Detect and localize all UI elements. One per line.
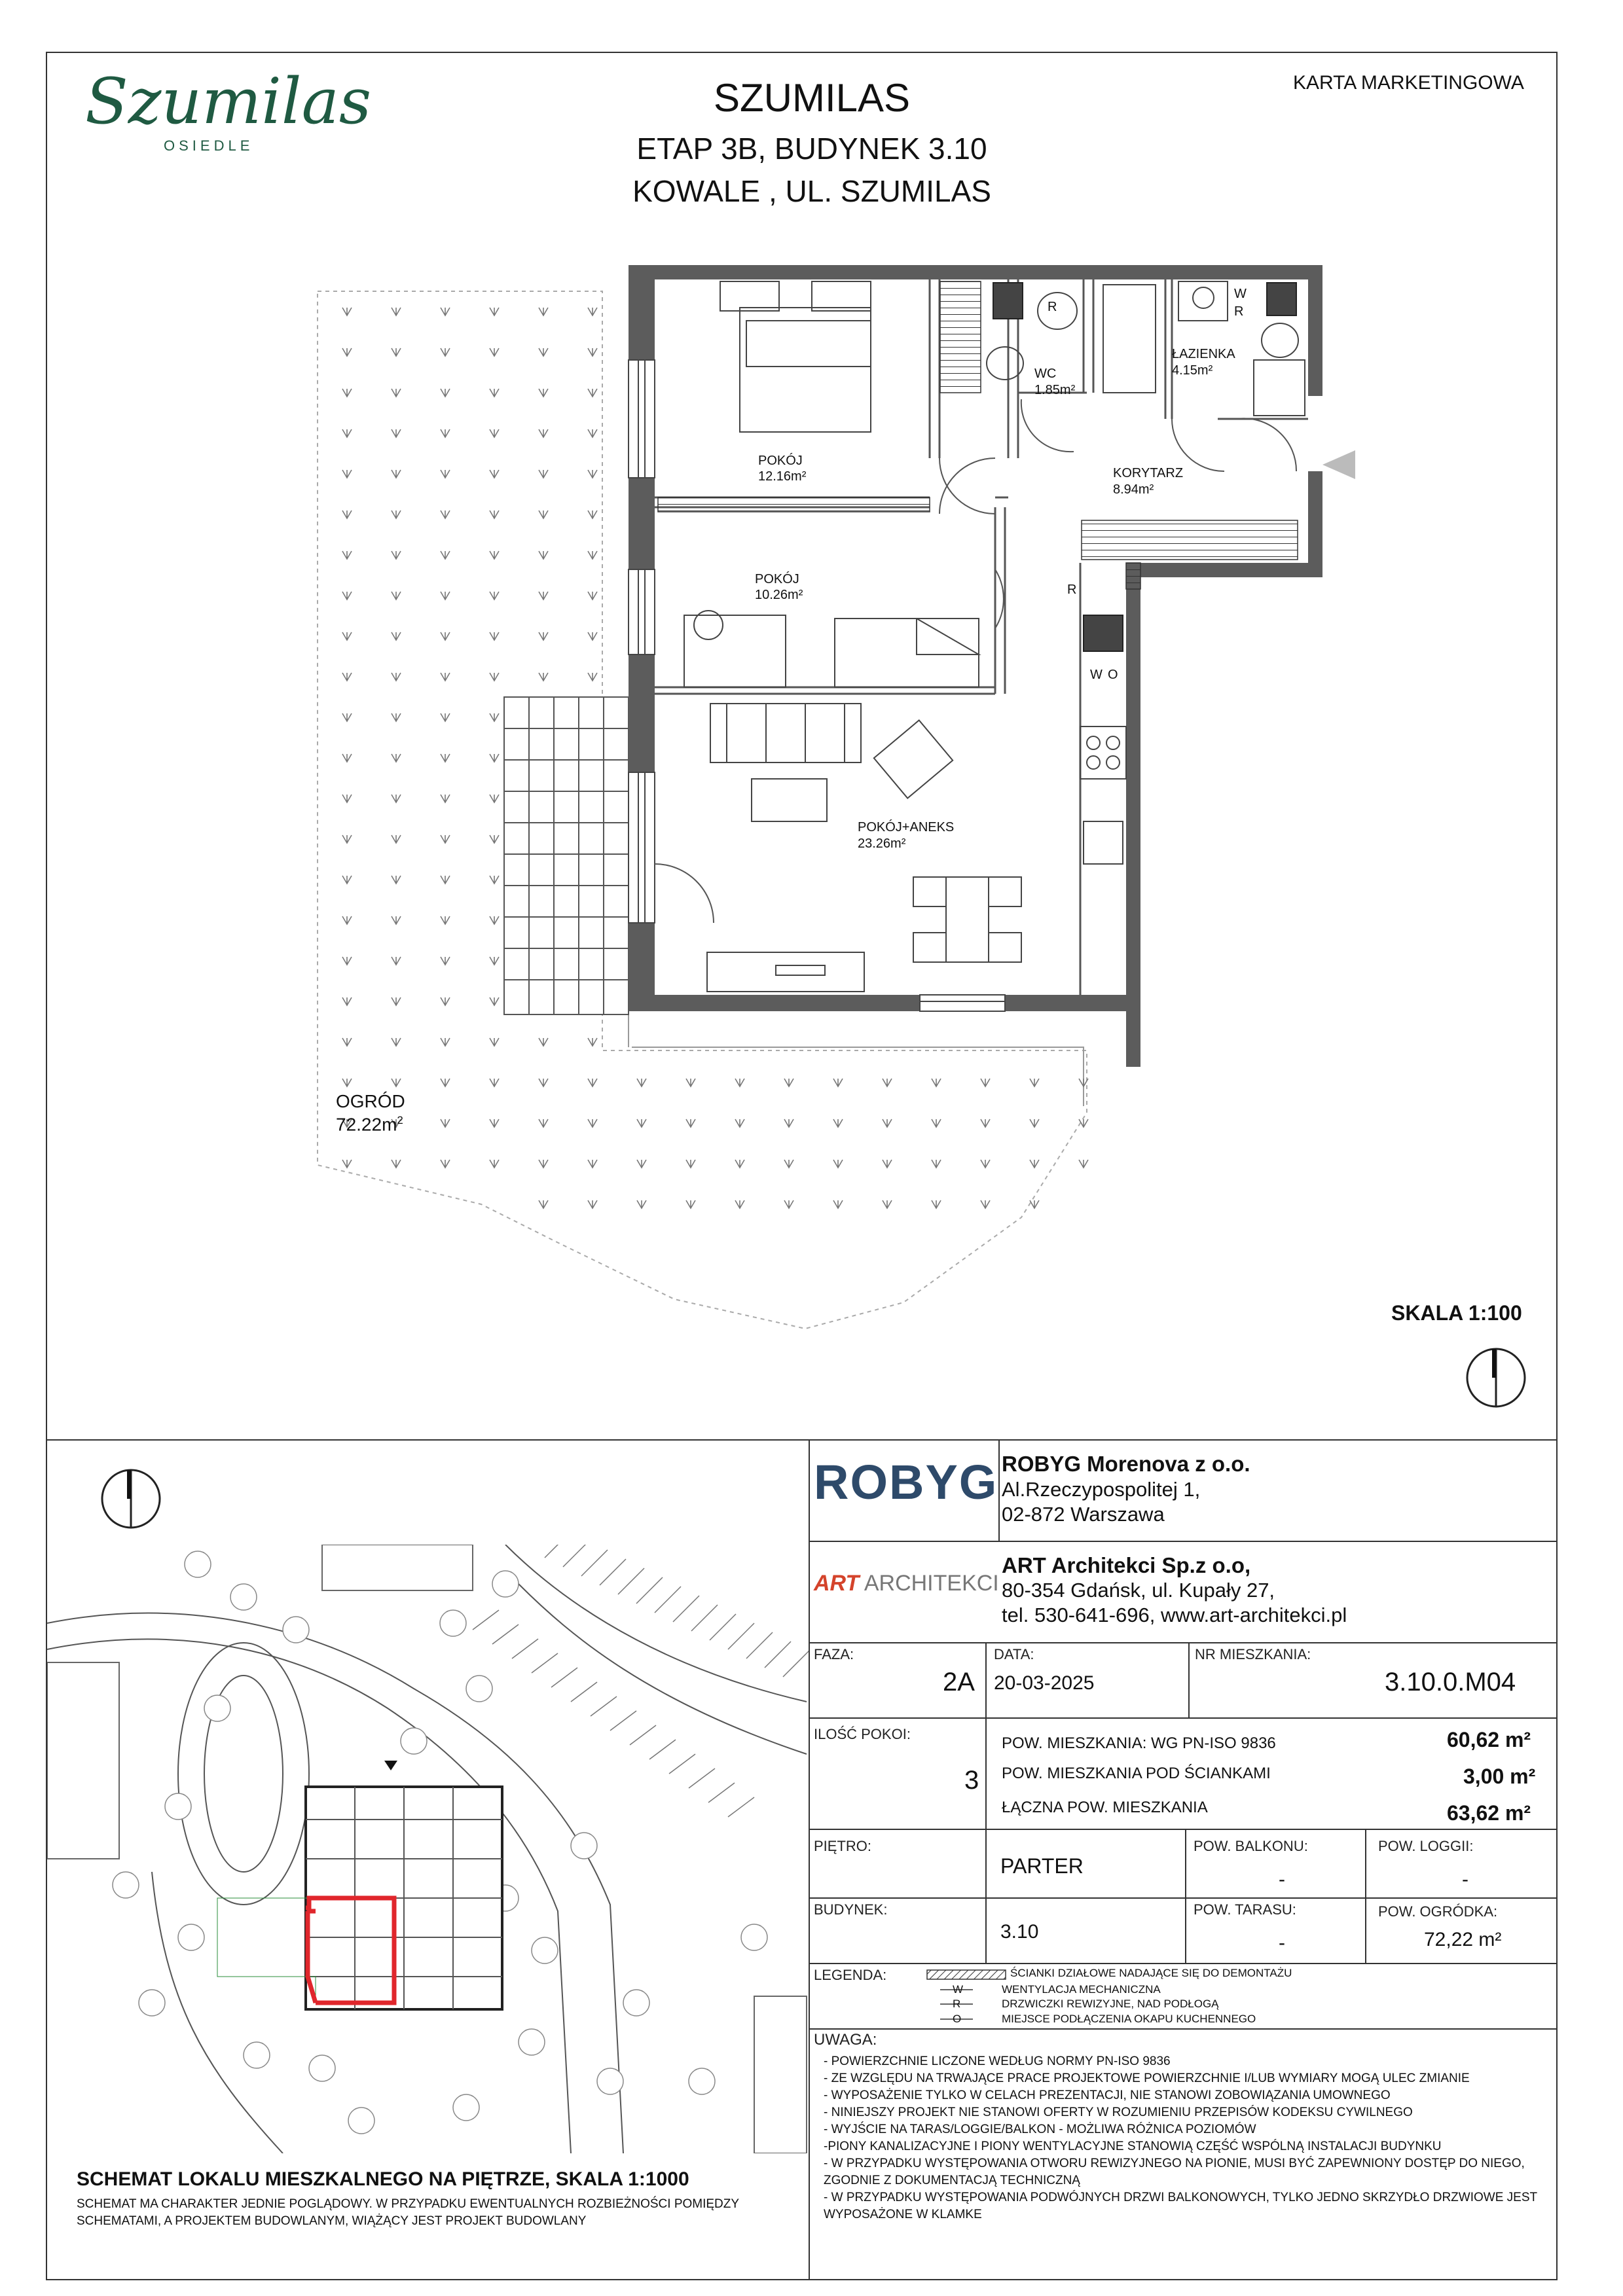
stage-building: ETAP 3B, BUDYNEK 3.10 [636, 132, 987, 166]
card-type: KARTA MARKETINGOWA [1293, 72, 1524, 94]
developer-name: ROBYG Morenova z o.o. [1002, 1452, 1250, 1476]
north-arrow-icon [1463, 1345, 1529, 1410]
floor-value: PARTER [1000, 1854, 1084, 1878]
revision-mark: R [1234, 304, 1244, 319]
room-name: ŁAZIENKA [1172, 347, 1235, 361]
notes-list [824, 2053, 1550, 2223]
revision-mark: R [1067, 583, 1077, 597]
balcony-value: - [1279, 1869, 1285, 1890]
rooms-count-label: ILOŚĆ POKOI: [814, 1726, 911, 1742]
room-area: 4.15m² [1172, 363, 1213, 378]
terrace-label: POW. TARASU: [1194, 1901, 1296, 1918]
legend-item: ŚCIANKI DZIAŁOWE NADAJĄCE SIĘ DO DEMONTAŻU [1010, 1967, 1292, 1979]
note-item: - WYPOSAŻENIE TYLKO W CELACH PREZENTACJI, NIE STANOWI ZOBOWIĄZANIA UMOWNEGO [824, 2089, 1391, 2102]
notes-label: UWAGA: [814, 2031, 877, 2049]
room-name: POKÓJ+ANEKS [858, 820, 955, 834]
room-area: 12.16m² [758, 469, 807, 484]
note-item: ZGODNIE Z DOKUMENTACJĄ TECHNICZNĄ [824, 2174, 1080, 2187]
legend-label: LEGENDA: [814, 1967, 887, 1983]
page-title: SZUMILAS [713, 76, 911, 120]
floor-label: PIĘTRO: [814, 1838, 872, 1854]
windows [629, 360, 1005, 1011]
logo-subtitle: OSIEDLE [164, 137, 254, 154]
site-map [47, 1545, 809, 2153]
art-logo: ART ARCHITEKCI [814, 1571, 999, 1596]
door-swings [655, 399, 1296, 923]
note-item: - ZE WZGLĘDU NA TRWAJĄCE PRACE PROJEKTOWE POWIERZCHNIE I/LUB WYMIARY MOGĄ ULEC ZMIANIE [824, 2072, 1470, 2085]
room-name: POKÓJ [758, 454, 803, 468]
note-item: - NINIEJSZY PROJEKT NIE STANOWI OFERTY W ROZUMIENIU PRZEPISÓW KODEKSU CYWILNEGO [824, 2106, 1413, 2119]
developer-address: Al.Rzeczypospolitej 1, [1002, 1478, 1201, 1501]
terrace-tiles [504, 697, 629, 1014]
date-value: 20-03-2025 [994, 1672, 1095, 1694]
room-area: 1.85m² [1034, 383, 1076, 397]
note-item: - POWIERZCHNIE LICZONE WEDŁUG NORMY PN-ISO 9836 [824, 2054, 1171, 2068]
architect-name: ART Architekci Sp.z o.o, [1002, 1553, 1251, 1577]
hood-mark: O [1108, 668, 1118, 682]
garden-field-value: 72,22 m² [1424, 1929, 1502, 1950]
vent-mark: W [1090, 668, 1103, 682]
note-item: -PIONY KANALIZACYJNE I PIONY WENTYLACYJNE STANOWIĄ CZĘŚĆ WSPÓLNĄ INSTALACJI BUDYNKU [824, 2140, 1442, 2153]
garden-area-value: $72.22m^2$ [336, 1114, 403, 1135]
entrance-arrow [1322, 450, 1355, 479]
logo: Szumilas [85, 65, 372, 138]
garden-area [318, 291, 1088, 1329]
loggia-value: - [1462, 1869, 1468, 1890]
loggia-label: POW. LOGGII: [1378, 1838, 1474, 1854]
grass-pattern [342, 308, 1088, 1208]
location: KOWALE , UL. SZUMILAS [632, 174, 991, 208]
faza-label: FAZA: [814, 1646, 854, 1662]
building-value: 3.10 [1000, 1921, 1039, 1943]
apartment-number-label: NR MIESZKANIA: [1195, 1646, 1311, 1662]
north-arrow-icon [98, 1466, 164, 1532]
legend-item: MIEJSCE PODŁĄCZENIA OKAPU KUCHENNEGO [1002, 2013, 1256, 2025]
architect-address: 80-354 Gdańsk, ul. Kupały 27, [1002, 1579, 1275, 1602]
area-walls-label: POW. MIESZKANIA POD ŚCIANKAMI [1002, 1765, 1271, 1782]
legend-key: R [953, 1998, 961, 2010]
legend-key: O [953, 2013, 962, 2025]
area-total: 63,62 m² [1447, 1801, 1531, 1825]
scale-label: SKALA 1:100 [1391, 1301, 1522, 1325]
rooms-count: 3 [964, 1766, 979, 1795]
garden-label: OGRÓD [336, 1091, 405, 1111]
note-item: WYPOSAŻONE W KLAMKE [824, 2208, 982, 2221]
room-name: POKÓJ [755, 572, 799, 586]
legend-key: W [953, 1983, 964, 1996]
terrace-value: - [1279, 1932, 1285, 1954]
balcony-label: POW. BALKONU: [1194, 1838, 1308, 1854]
schema-desc: SCHEMATAMI, A PROJEKTEM BUDOWLANYM, WIĄŻĄCY JEST PROJEKT BUDOWLANY [77, 2214, 587, 2228]
developer-city: 02-872 Warszawa [1002, 1503, 1165, 1526]
note-item: - WYJŚCIE NA TARAS/LOGGIE/BALKON - MOŻLIWA RÓŻNICA POZIOMÓW [824, 2123, 1256, 2136]
schema-title: SCHEMAT LOKALU MIESZKALNEGO NA PIĘTRZE, SKALA 1:1000 [77, 2168, 689, 2190]
area-pn: 60,62 m² [1447, 1728, 1531, 1751]
room-name: WC [1034, 367, 1057, 381]
architect-contact: tel. 530-641-696, www.art-architekci.pl [1002, 1604, 1347, 1626]
note-item: - W PRZYPADKU WYSTĘPOWANIA OTWORU REWIZYJNEGO NA PIONIE, MUSI BYĆ ZAPEWNIONY DOSTĘP DO NIEGO, [824, 2157, 1525, 2170]
room-area: 10.26m² [755, 588, 803, 602]
legend-item: DRZWICZKI REWIZYJNE, NAD PODŁOGĄ [1002, 1998, 1219, 2010]
vent-mark: W [1234, 287, 1247, 301]
date-label: DATA: [994, 1646, 1034, 1662]
garden-field-label: POW. OGRÓDKA: [1378, 1903, 1498, 1920]
area-total-label: ŁĄCZNA POW. MIESZKANIA [1002, 1799, 1208, 1816]
apartment-number: 3.10.0.M04 [1385, 1668, 1516, 1696]
faza-value: 2A [943, 1668, 975, 1696]
demolishable-walls [658, 281, 1298, 589]
legend-item: WENTYLACJA MECHANICZNA [1002, 1983, 1161, 1996]
building-label: BUDYNEK: [814, 1901, 888, 1918]
room-area: 23.26m² [858, 836, 906, 851]
revision-mark: R [1048, 300, 1057, 314]
room-name: KORYTARZ [1113, 466, 1184, 480]
area-walls: 3,00 m² [1463, 1765, 1536, 1788]
note-item: - W PRZYPADKU WYSTĘPOWANIA PODWÓJNYCH DRZWI BALKONOWYCH, TYLKO JEDNO SKRZYDŁO DRZWIOWE JEST [824, 2191, 1538, 2204]
robyg-logo: ROBYG [814, 1455, 998, 1509]
area-pn-label: POW. MIESZKANIA: WG PN-ISO 9836 [1002, 1734, 1276, 1752]
interior-walls [655, 279, 1308, 995]
room-area: 8.94m² [1113, 482, 1154, 497]
schema-desc: SCHEMAT MA CHARAKTER JEDNIE POGLĄDOWY. W PRZYPADKU EWENTUALNYCH ROZBIEŻNOŚCI POMIĘDZY [77, 2197, 740, 2211]
